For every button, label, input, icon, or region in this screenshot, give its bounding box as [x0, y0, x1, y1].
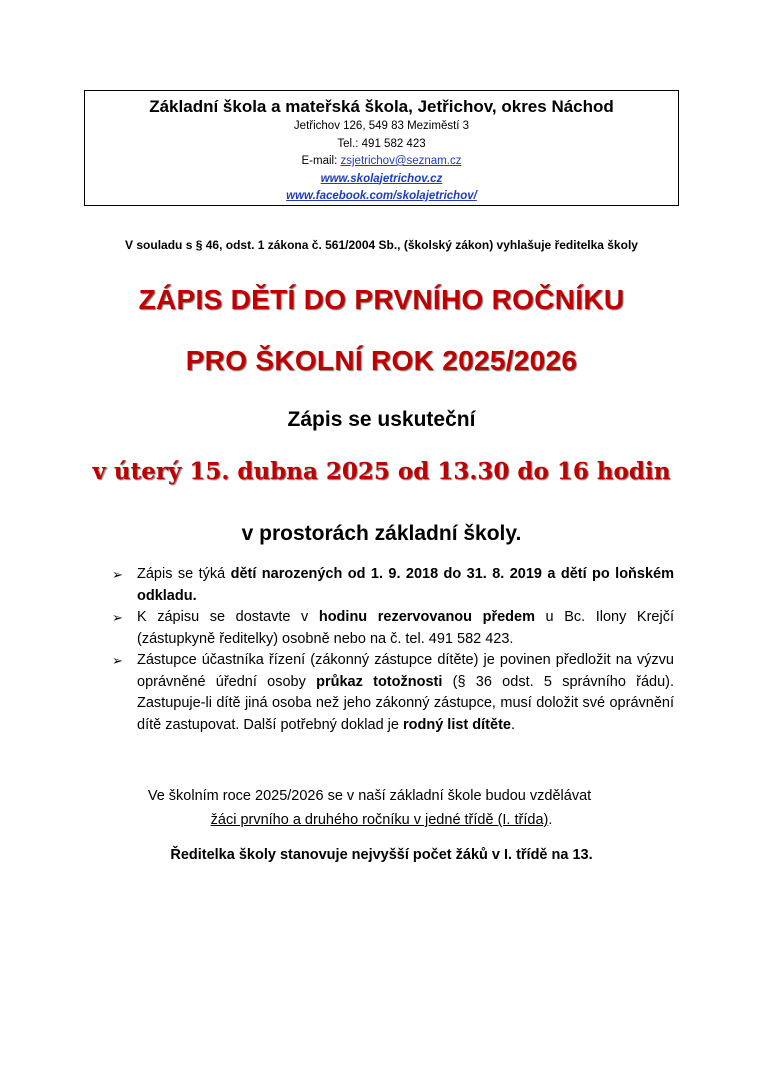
headline-enrollment: ZÁPIS DĚTÍ DO PRVNÍHO ROČNÍKU: [138, 284, 625, 315]
website-link[interactable]: www.skolajetrichov.cz: [320, 172, 443, 185]
school-email-line: [85, 153, 678, 171]
date-time: v úterý 15. dubna 2025 od 13.30 do 16 hodin: [92, 458, 671, 485]
class-info-line2: žáci prvního a druhého ročníku v jedné třídě (I. třída): [210, 812, 549, 828]
class-info-line2-wrap: [211, 812, 553, 828]
list-item: ➢ K zápisu se dostavte v hodinu rezervovanou předem u Bc. Ilony Krejčí (zástupkyně ředitelky) osobně nebo na č. tel. 491 582 423.: [112, 609, 674, 647]
final-note: Ředitelka školy stanovuje nejvyšší počet žáků v I. třídě na 13.: [170, 847, 593, 863]
email-label: E-mail:: [301, 155, 341, 167]
facebook-link[interactable]: www.facebook.com/skolajetrichov/: [286, 190, 477, 202]
school-name: Základní škola a mateřská škola, Jetřichov, okres Náchod: [149, 97, 614, 116]
arrowhead-bullet-icon: ➢: [112, 610, 123, 625]
class-info-line2-end: .: [548, 812, 553, 828]
subheading: Zápis se uskuteční: [287, 408, 476, 431]
info-list: [110, 564, 674, 736]
headline-school-year: PRO ŠKOLNÍ ROK 2025/2026: [185, 345, 578, 376]
list-item: ➢ Zápis se týká dětí narozených od 1. 9. 2018 do 31. 8. 2019 a dětí po loňském odkladu.: [112, 566, 674, 604]
class-info-paragraph: [0, 784, 763, 832]
school-header-box: [84, 90, 679, 206]
school-address: Jetřichov 126, 549 83 Meziměstí 3: [293, 120, 470, 132]
arrowhead-bullet-icon: ➢: [112, 567, 123, 582]
class-info-line1: Ve školním roce 2025/2026 se v naší základní škole budou vzdělávat: [147, 788, 592, 804]
place: v prostorách základní školy.: [241, 522, 522, 545]
school-phone: Tel.: 491 582 423: [337, 137, 426, 150]
arrowhead-bullet-icon: ➢: [112, 653, 123, 668]
email-link[interactable]: zsjetrichov@seznam.cz: [340, 155, 462, 167]
legal-notice: V souladu s § 46, odst. 1 zákona č. 561/2004 Sb., (školský zákon) vyhlašuje ředitelka školy: [125, 238, 638, 252]
list-item: ➢ Zástupce účastníka řízení (zákonný zástupce dítěte) je povinen předložit na výzvu oprávněné úřední osoby průkaz totožnosti (§ 36 odst. 5 správního řádu). Zastupuje-li dítě jiná osoba než jeho zákonný zástupce, musí doložit své oprávnění dítě zastupovat. Další potřebný doklad je rodný list dítěte.: [112, 652, 675, 733]
